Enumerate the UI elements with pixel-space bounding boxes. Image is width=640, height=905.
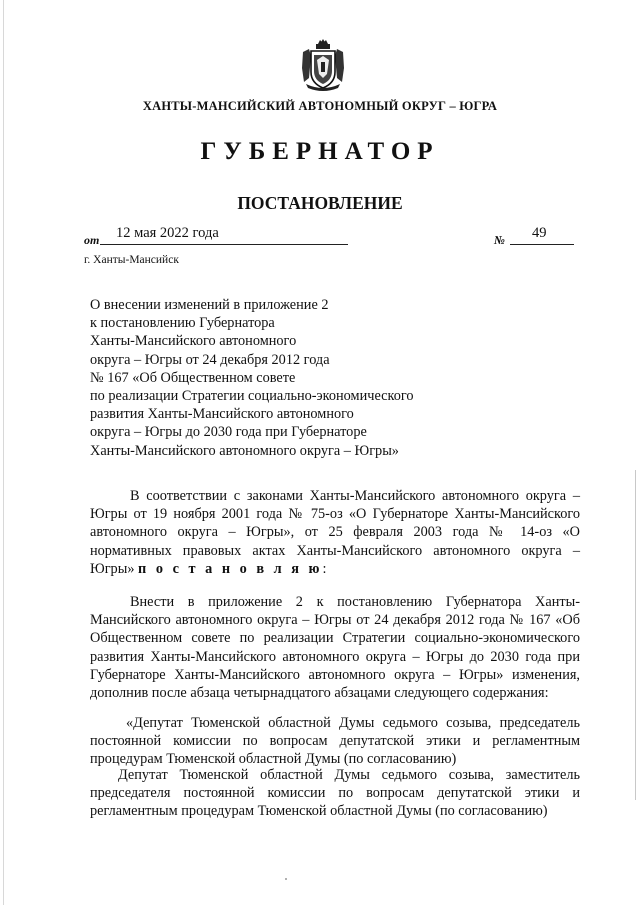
number-underline [510,244,574,245]
preamble-end: : [322,560,327,577]
preamble-paragraph [90,487,580,578]
region-name: ХАНТЫ-МАНСИЙСКИЙ АВТОНОМНЫЙ ОКРУГ – ЮГРА [142,99,498,113]
subject-line: Ханты-Мансийского автономного округа – Югры» [90,442,399,459]
subject-line: Ханты-Мансийского автономного [90,333,297,350]
resolve-word: п о с т а н о в л я ю [138,560,323,577]
scan-edge-right [635,470,636,800]
scan-speck [285,878,287,880]
city: г. Ханты-Мансийск [84,254,179,266]
inserted-paragraph-2: Депутат Тюменской областной Думы седьмого созыва, заместитель председателя постоянной комиссии по вопросам депутатской этики и регламентным процедурам Тюменской областной Думы (по согласованию) [90,767,580,820]
preamble-text: В соответствии с законами Ханты-Мансийского автономного округа – Югры от 19 ноября 2001 года № 75-оз «О Губернаторе Ханты-Мансийского автономного округа – Югры», от 25 февраля 2003 года № 14-оз «О нормативных правовых актах Ханты-Мансийского автономного округа – Югры» [90,488,580,577]
date-number-row [84,225,576,247]
date-underline [100,244,348,245]
subject-line: О внесении изменений в приложение 2 [90,297,329,313]
document-number: 49 [532,225,547,241]
subject-line: № 167 «Об Общественном совете [90,369,296,386]
subject-line: по реализации Стратегии социально-экономического [90,388,414,405]
subject-line: округа – Югры до 2030 года при Губернаторе [90,424,367,441]
document-subject [90,296,510,460]
coat-of-arms-emblem [298,38,348,93]
subject-line: к постановлению Губернатора [90,315,275,332]
scan-edge-left [3,0,4,905]
authority-title: ГУБЕРНАТОР [200,138,440,165]
subject-line: развития Ханты-Мансийского автономного [90,406,354,423]
document-date: 12 мая 2022 года [116,225,219,241]
inserted-paragraph-1: «Депутат Тюменской областной Думы седьмого созыва, председатель постоянной комиссии по вопросам депутатской этики и регламентным процедурам Тюменской областной Думы (по согласованию) [90,715,580,768]
document-type: ПОСТАНОВЛЕНИЕ [237,193,403,213]
date-label: от [84,233,100,247]
number-label: № [494,233,505,247]
subject-line: округа – Югры от 24 декабря 2012 года [90,351,330,368]
amendment-paragraph: Внести в приложение 2 к постановлению Губернатора Ханты-Мансийского автономного округа – Югры от 24 декабря 2012 года № 167 «Об Общественном совете по реализации Стратегии социально-экономического развития Ханты-Мансийского автономного округа – Югры до 2030 года при Губернаторе Ханты-Мансийского автономного округа – Югры» изменения, дополнив после абзаца четырнадцатого абзацами следующего содержания: [90,594,580,702]
